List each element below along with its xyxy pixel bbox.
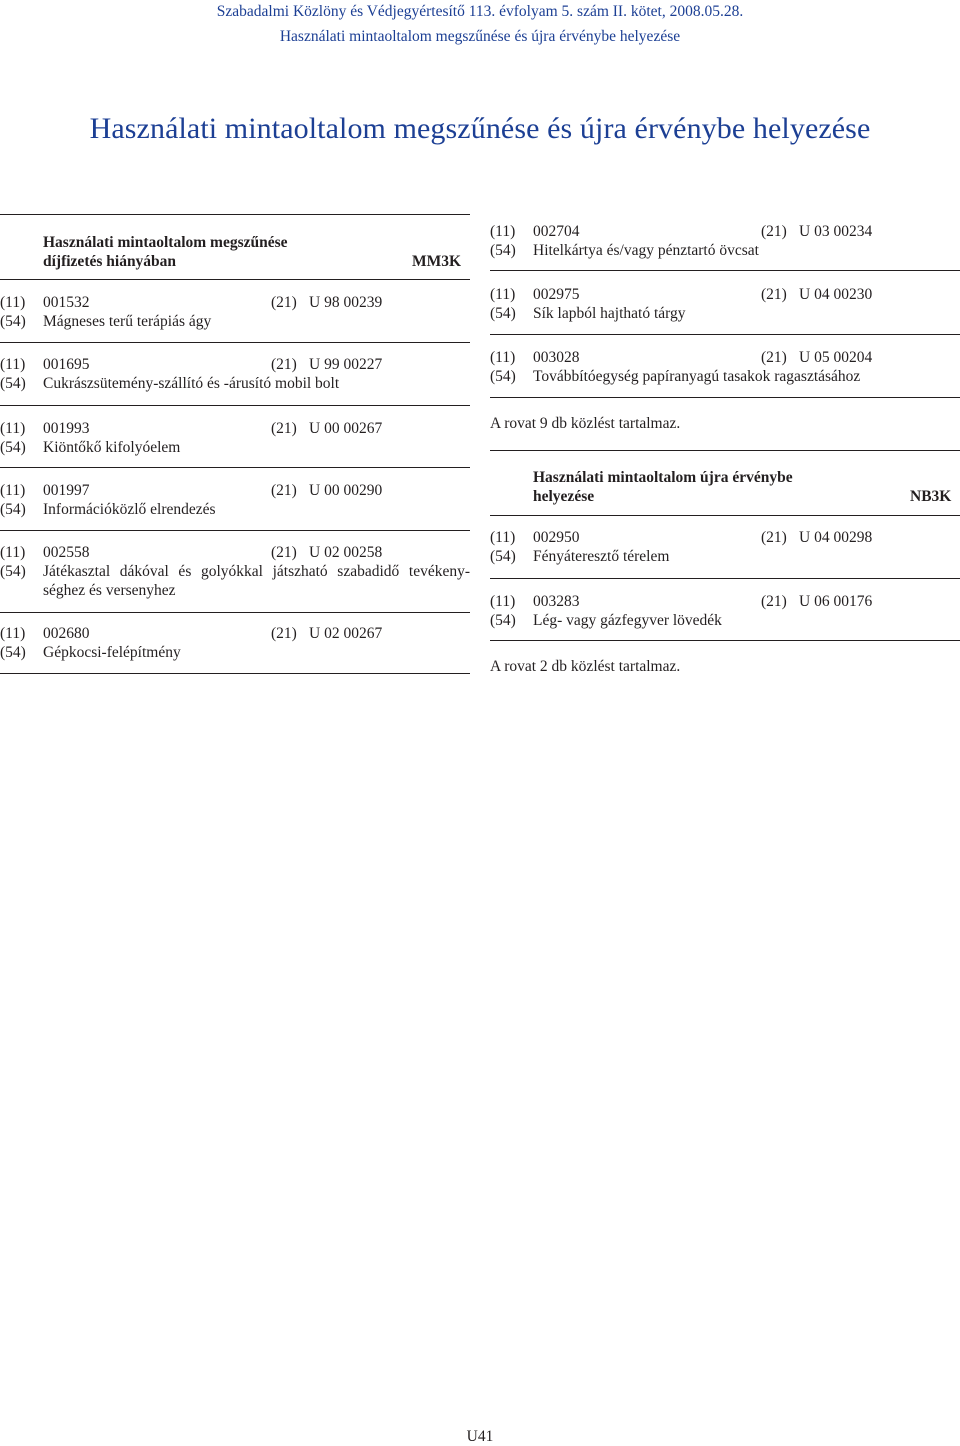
list-item <box>0 481 430 519</box>
application-number: U 00 00267 <box>309 420 383 437</box>
list-item <box>490 348 920 386</box>
entry-separator <box>490 397 960 398</box>
inid-21: (21) <box>761 223 787 240</box>
entry-separator <box>0 467 470 468</box>
inid-54: (54) <box>490 612 516 629</box>
inid-11: (11) <box>0 544 26 561</box>
inid-54: (54) <box>490 242 516 259</box>
page-number: U41 <box>466 1428 494 1445</box>
registration-number: 002950 <box>533 529 580 546</box>
entry-separator <box>0 342 470 343</box>
section-code: NB3K <box>910 488 952 505</box>
inid-21: (21) <box>761 593 787 610</box>
section-bottom-rule <box>0 673 470 674</box>
inid-11: (11) <box>490 349 516 366</box>
list-item <box>490 222 920 260</box>
inid-11: (11) <box>0 294 26 311</box>
list-item <box>0 624 430 662</box>
section-header-rule <box>490 515 960 516</box>
inid-21: (21) <box>761 349 787 366</box>
section-title-line1: Használati mintaoltalom újra érvénybe <box>533 469 793 486</box>
entry-separator <box>490 270 960 271</box>
running-header-line1: Szabadalmi Közlöny és Védjegyértesítő 113. évfolyam 5. szám II. kötet, 2008.05.28. <box>216 3 744 20</box>
inid-11: (11) <box>0 356 26 373</box>
list-item <box>490 528 920 566</box>
registration-number: 002680 <box>43 625 90 642</box>
entry-title: Cukrászsütemény-szállító és -árusító mobil bolt <box>43 375 340 392</box>
entry-title: Továbbítóegység papíranyagú tasakok ragasztásához <box>533 368 861 385</box>
entry-separator <box>490 334 960 335</box>
application-number: U 03 00234 <box>799 223 873 240</box>
inid-54: (54) <box>490 548 516 565</box>
list-item <box>0 419 430 457</box>
inid-54: (54) <box>490 305 516 322</box>
registration-number: 002558 <box>43 544 90 561</box>
entry-title: Fényáteresztő térelem <box>533 548 670 565</box>
section-top-rule <box>0 214 470 215</box>
registration-number: 003028 <box>533 349 580 366</box>
inid-11: (11) <box>490 286 516 303</box>
entry-title-line2: séghez és versenyhez <box>43 582 176 599</box>
inid-21: (21) <box>761 286 787 303</box>
registration-number: 003283 <box>533 593 580 610</box>
entry-title <box>43 562 470 600</box>
list-item <box>490 285 920 323</box>
inid-21: (21) <box>271 625 297 642</box>
entry-title-line1: Játékasztal dákóval és golyókkal játszható szabadidő tevékeny- <box>43 563 470 580</box>
inid-54: (54) <box>0 644 26 661</box>
application-number: U 04 00230 <box>799 286 873 303</box>
section-summary: A rovat 2 db közlést tartalmaz. <box>490 658 681 675</box>
list-item <box>0 355 430 393</box>
section-header-rule <box>0 279 470 280</box>
entry-title: Kiöntőkő kifolyóelem <box>43 439 181 456</box>
application-number: U 04 00298 <box>799 529 873 546</box>
registration-number: 001993 <box>43 420 90 437</box>
inid-11: (11) <box>0 482 26 499</box>
entry-separator <box>0 405 470 406</box>
entry-title: Gépkocsi-felépítmény <box>43 644 181 661</box>
application-number: U 05 00204 <box>799 349 873 366</box>
running-header-line2: Használati mintaoltalom megszűnése és újra érvénybe helyezése <box>279 28 681 45</box>
registration-number: 001997 <box>43 482 90 499</box>
inid-54: (54) <box>0 563 26 580</box>
inid-21: (21) <box>271 420 297 437</box>
section-code: MM3K <box>412 253 462 270</box>
inid-54: (54) <box>0 501 26 518</box>
entry-separator <box>490 578 960 579</box>
application-number: U 06 00176 <box>799 593 873 610</box>
entry-title: Sík lapból hajtható tárgy <box>533 305 686 322</box>
page-title: Használati mintaoltalom megszűnése és újra érvénybe helyezése <box>89 112 871 145</box>
inid-54: (54) <box>490 368 516 385</box>
application-number: U 98 00239 <box>309 294 383 311</box>
list-item <box>0 293 430 331</box>
list-item <box>0 543 470 600</box>
section-title-line1: Használati mintaoltalom megszűnése <box>43 234 288 251</box>
section-top-rule <box>490 450 960 451</box>
registration-number: 002975 <box>533 286 580 303</box>
registration-number: 002704 <box>533 223 580 240</box>
entry-separator <box>0 530 470 531</box>
inid-21: (21) <box>271 356 297 373</box>
application-number: U 02 00267 <box>309 625 383 642</box>
inid-54: (54) <box>0 375 26 392</box>
registration-number: 001532 <box>43 294 90 311</box>
inid-11: (11) <box>490 529 516 546</box>
inid-54: (54) <box>0 313 26 330</box>
inid-11: (11) <box>490 593 516 610</box>
section-summary: A rovat 9 db közlést tartalmaz. <box>490 415 681 432</box>
entry-separator <box>0 612 470 613</box>
inid-11: (11) <box>490 223 516 240</box>
entry-separator <box>490 640 960 641</box>
inid-21: (21) <box>271 482 297 499</box>
inid-21: (21) <box>761 529 787 546</box>
application-number: U 02 00258 <box>309 544 383 561</box>
section-title-line2: díjfizetés hiányában <box>43 253 177 270</box>
application-number: U 99 00227 <box>309 356 383 373</box>
inid-21: (21) <box>271 294 297 311</box>
entry-title: Hitelkártya és/vagy pénztartó övcsat <box>533 242 759 259</box>
list-item <box>490 592 920 630</box>
application-number: U 00 00290 <box>309 482 383 499</box>
registration-number: 001695 <box>43 356 90 373</box>
entry-title: Információközlő elrendezés <box>43 501 216 518</box>
inid-11: (11) <box>0 420 26 437</box>
inid-11: (11) <box>0 625 26 642</box>
entry-title: Lég- vagy gázfegyver lövedék <box>533 612 722 629</box>
entry-title: Mágneses terű terápiás ágy <box>43 313 212 330</box>
section-title-line2: helyezése <box>533 488 595 505</box>
inid-54: (54) <box>0 439 26 456</box>
inid-21: (21) <box>271 544 297 561</box>
